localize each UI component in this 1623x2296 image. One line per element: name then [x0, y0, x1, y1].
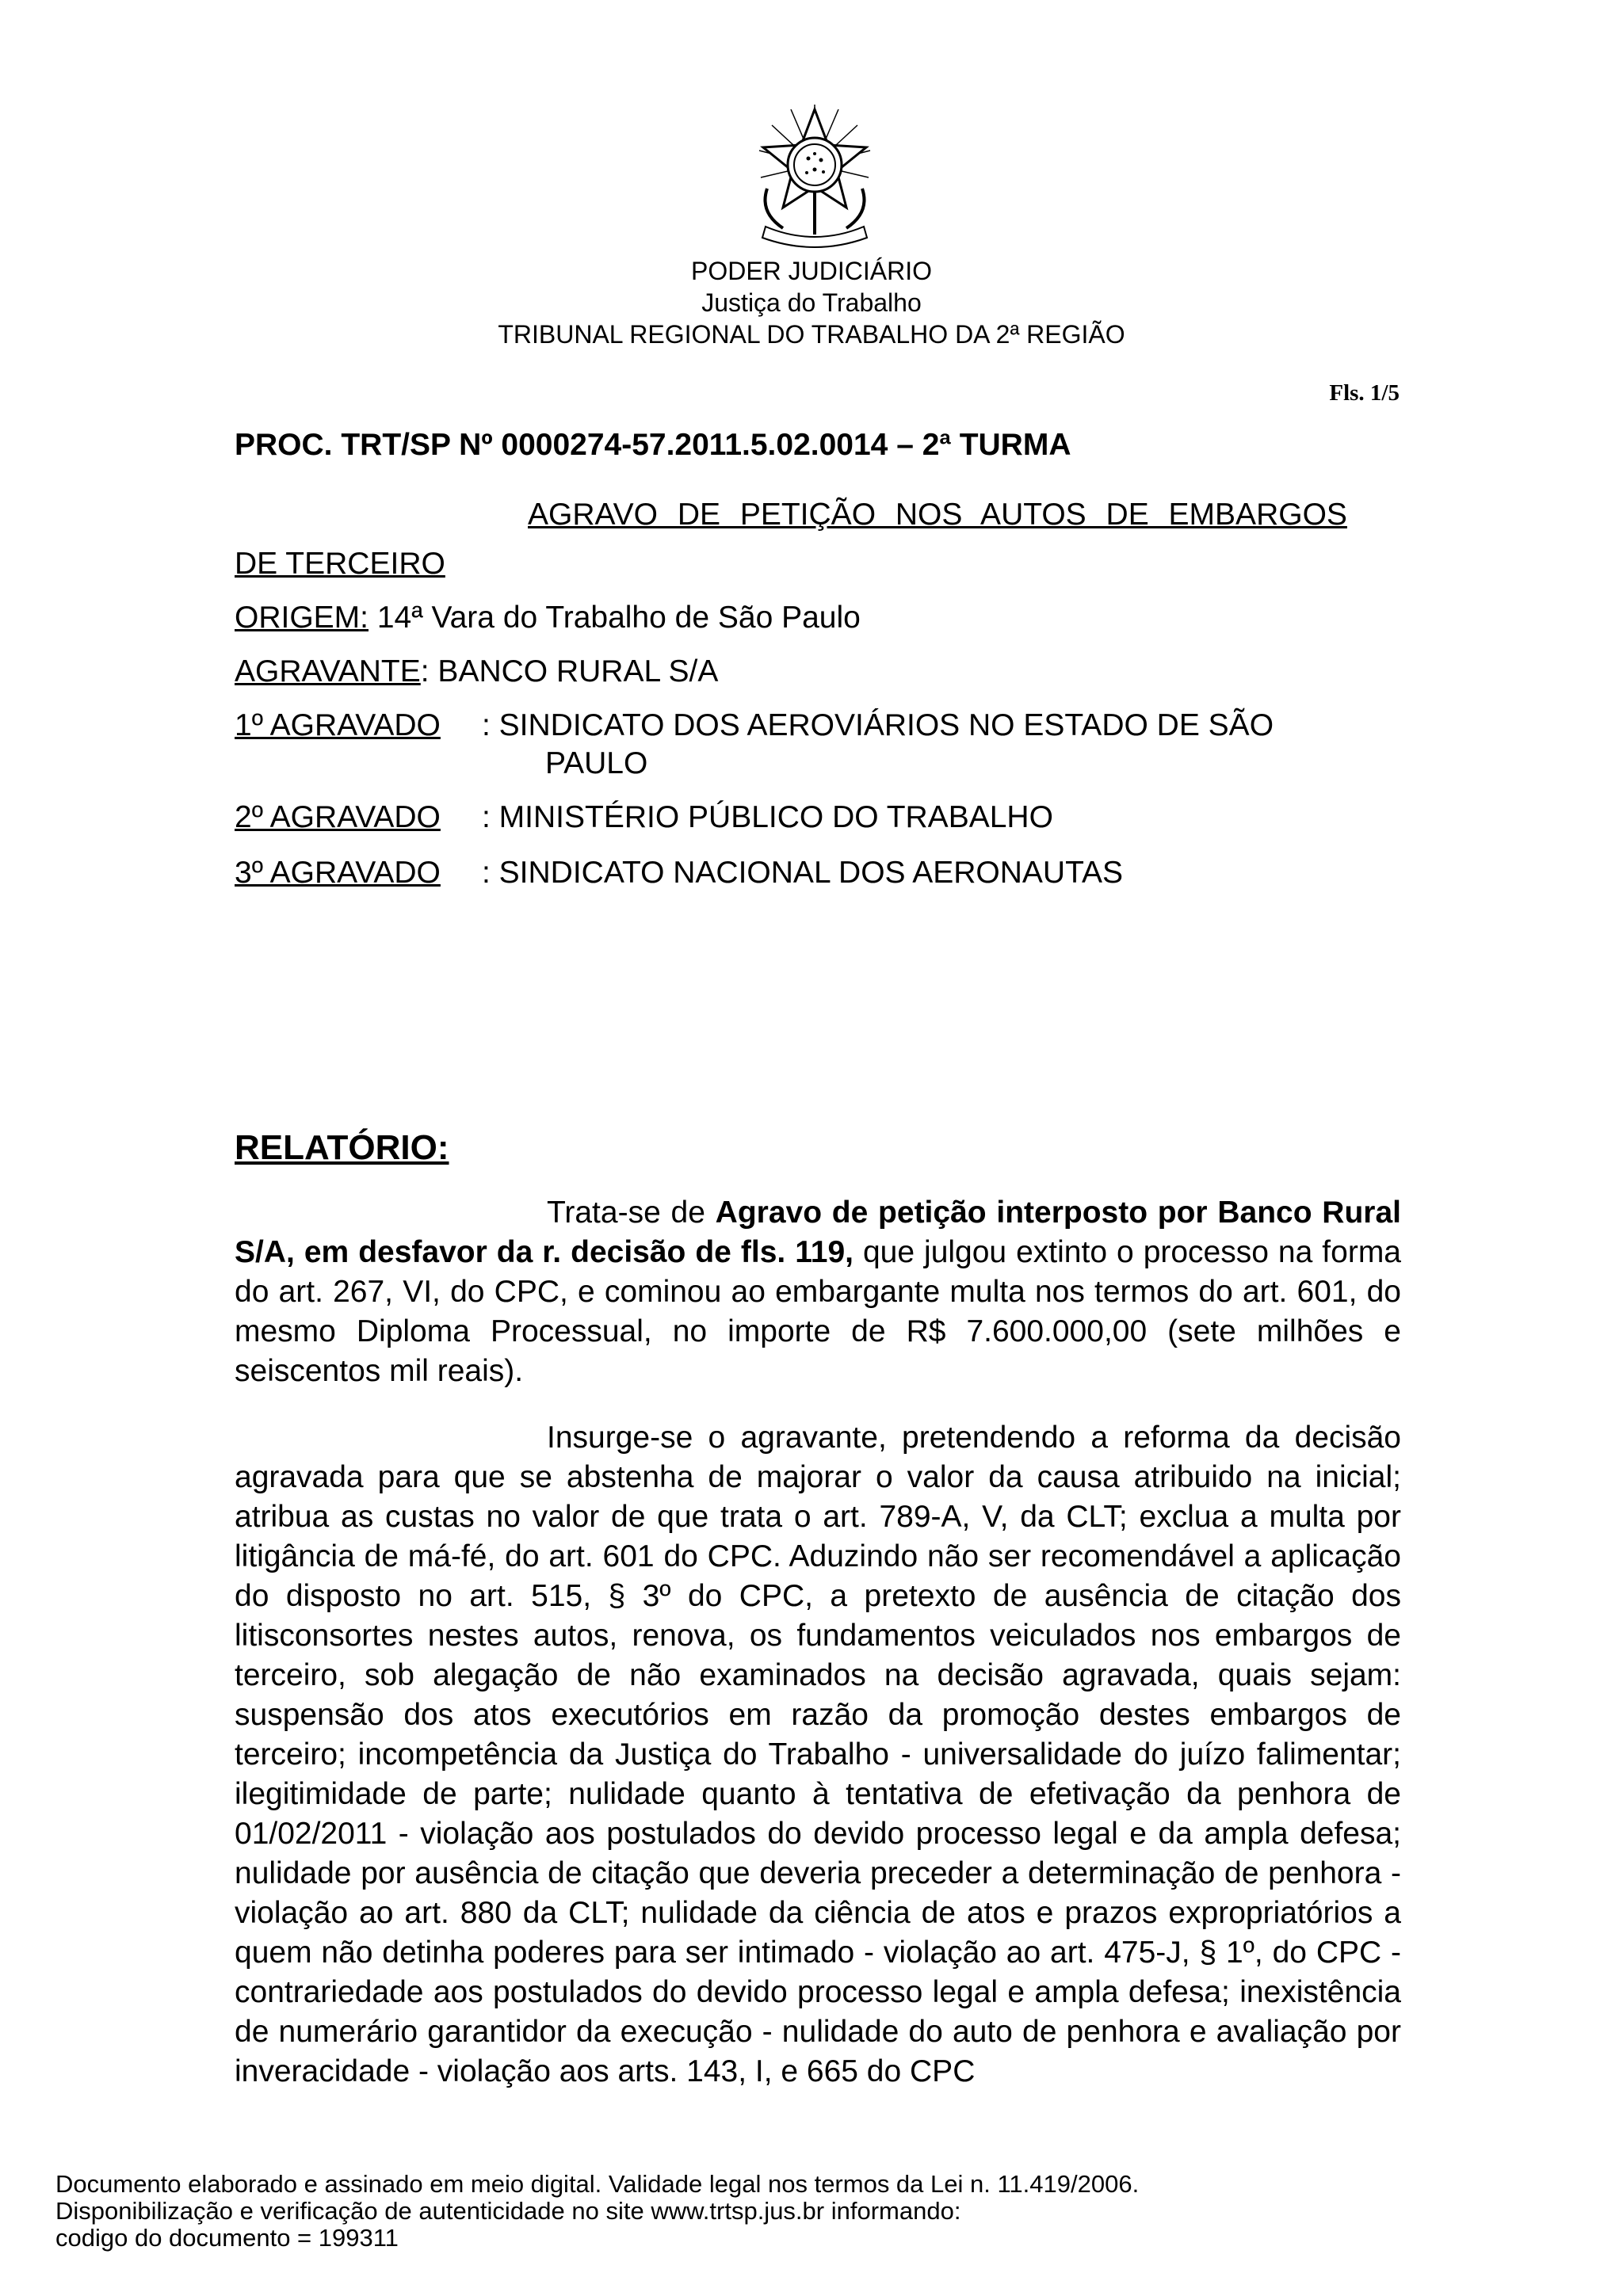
appellee-row-3: [235, 856, 1124, 891]
paragraph-1-bold: Agravo de petição interposto por Banco Rural S/A, em desfavor da r. decisão de fls. 119,: [235, 1196, 1401, 1269]
page-reference: Fls. 1/5: [1329, 380, 1400, 406]
appellee-1-continuation: PAULO: [545, 746, 648, 780]
appellee-3-label: 3º AGRAVADO: [235, 856, 441, 890]
appellant-label: AGRAVANTE: [235, 654, 421, 688]
origin-label: ORIGEM:: [235, 601, 369, 635]
header-poder-judiciario: PODER JUDICIÁRIO: [690, 257, 933, 285]
appellant-row: [235, 654, 718, 689]
paragraph-1-rest: que julgou extinto o processo na forma do art. 267, VI, do CPC, e cominou ao embargante multa nos termos do art. 601, do mesmo Diploma Processual, no importe de R$ 7.600.000,00 (sete milhões e seiscentos mil reais).: [235, 1235, 1401, 1388]
paragraph-2-text: Insurge-se o agravante, pretendendo a reforma da decisão agravada para que se abstenha de majorar o valor da causa atribuido na inicial; atribua as custas no valor de que trata o art. 789-A, V, da CLT; exclua a multa por litigância de má-fé, do art. 601 do CPC. Aduzindo não ser recomendável a aplicação do disposto no art. 515, § 3º do CPC, a pretexto de ausência de citação dos litisconsortes nestes autos, renova, os fundamentos veiculados nos embargos de terceiro, sob alegação de não examinados na decisão agravada, quais sejam: suspensão dos atos executórios em razão da promoção destes embargos de terceiro; incompetência da Justiça do Trabalho - universalidade do juízo falimentar; ilegitimidade de parte; nulidade quanto à tentativa de efetivação da penhora de 01/02/2011 - violação aos postulados do devido processo legal e da ampla defesa; nulidade por ausência de citação que deveria preceder a determinação de penhora - violação ao art. 880 da CLT; nulidade da ciência de atos e prazos expropriatórios a quem não detinha poderes para ser intimado - violação ao art. 475-J, § 1º, do CPC - contrariedade aos postulados do devido processo legal e ampla defesa; inexistência de numerário garantidor da execução - nulidade do auto de penhora e avaliação por inveracidade - violação aos arts. 143, I, e 665 do CPC: [235, 1421, 1401, 2088]
subject-line-1: AGRAVO DE PETIÇÃO NOS AUTOS DE EMBARGOS: [528, 498, 1347, 532]
origin-row: [235, 601, 861, 635]
paragraph-1-intro: Trata-se de: [547, 1196, 716, 1230]
coat-of-arms-emblem: [751, 101, 878, 250]
appellee-1-value: : SINDICATO DOS AEROVIÁRIOS NO ESTADO DE SÃO: [482, 708, 1274, 742]
appellee-2-label: 2º AGRAVADO: [235, 800, 441, 834]
header-justica-do-trabalho: Justiça do Trabalho: [701, 288, 922, 317]
appellee-2-value: : MINISTÉRIO PÚBLICO DO TRABALHO: [482, 800, 1053, 834]
appellee-3-value: : SINDICATO NACIONAL DOS AERONAUTAS: [482, 856, 1124, 890]
appellee-row-2: [235, 800, 1053, 835]
appellant-value: : BANCO RURAL S/A: [420, 654, 719, 688]
appellee-row-1: [235, 708, 1274, 780]
origin-value: 14ª Vara do Trabalho de São Paulo: [369, 601, 861, 635]
appellee-1-label: 1º AGRAVADO: [235, 708, 441, 742]
digital-signature-footer: [55, 2171, 1139, 2252]
footer-document-code: codigo do documento = 199311: [55, 2224, 399, 2252]
section-title-relatorio: RELATÓRIO:: [235, 1128, 449, 1167]
subject-line-2: DE TERCEIRO: [235, 547, 445, 581]
report-paragraph-1: [235, 1193, 1401, 1391]
footer-line-2: Disponibilização e verificação de autenticidade no site www.trtsp.jus.br informando:: [55, 2197, 961, 2225]
report-paragraph-2: [235, 1418, 1401, 2092]
header-tribunal: TRIBUNAL REGIONAL DO TRABALHO DA 2ª REGIÃO: [498, 320, 1125, 349]
footer-line-1: Documento elaborado e assinado em meio digital. Validade legal nos termos da Lei n. 11.419/2006.: [55, 2170, 1140, 2198]
process-number: PROC. TRT/SP Nº 0000274-57.2011.5.02.0014 – 2ª TURMA: [235, 428, 1071, 462]
